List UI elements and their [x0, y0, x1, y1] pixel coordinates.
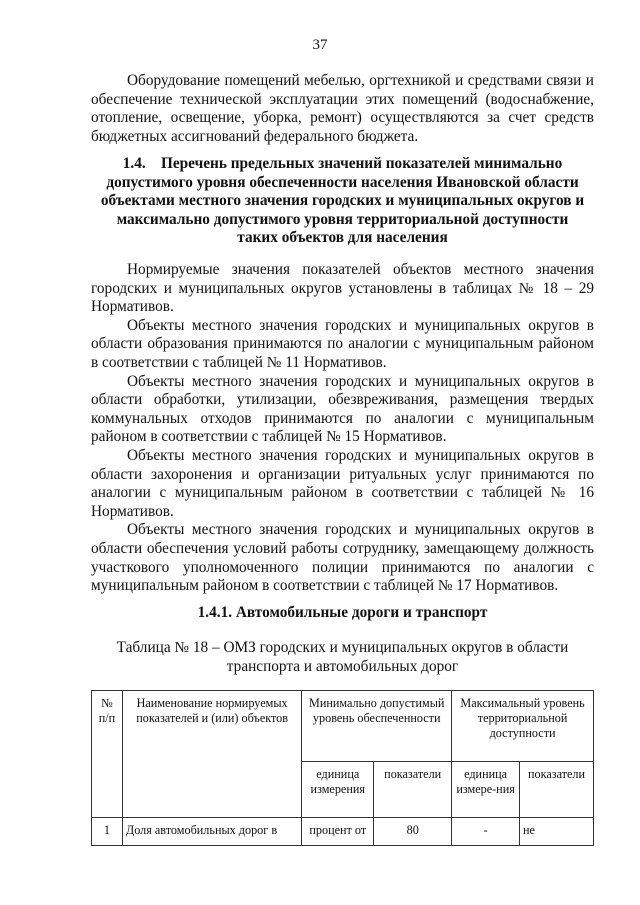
header-max-value: показатели	[520, 762, 594, 818]
section-number: 1.4.	[122, 155, 146, 172]
body-text	[91, 261, 594, 596]
paragraph: Объекты местного значения городских и муниципальных округов в области образования принимаются по аналогии с муниципальным районом в соответствии с таблицей № 11 Нормативов.	[91, 316, 594, 371]
paragraph: Объекты местного значения городских и муниципальных округов в области захоронения и организации ритуальных услуг принимаются по аналогии с муниципальным районом в соответствии с таблицей № 16 Нормативов.	[91, 446, 594, 520]
section-title: Перечень предельных значений показателей минимально допустимого уровня обеспеченности населения Ивановской области объектами местного значения городских и муниципальных округов и максимально допустимого уровня территориальной доступности таких объектов для населения	[100, 155, 585, 247]
header-name: Наименование нормируемых показателей и (или) объектов	[122, 691, 301, 818]
paragraph: Объекты местного значения городских и муниципальных округов в области обработки, утилизации, обезвреживания, размещения твердых коммунальных отходов принимаются по аналогии с муниципальным районом в соответствии с таблицей № 15 Нормативов.	[91, 372, 594, 446]
table-row	[92, 818, 594, 846]
table-header-row	[92, 691, 594, 762]
header-min-level: Минимально допустимый уровень обеспеченности	[302, 691, 452, 762]
cell-num: 1	[92, 818, 123, 846]
cell-max-value: не	[520, 818, 594, 846]
cell-name: Доля автомобильных дорог в	[122, 818, 301, 846]
subsection-title: 1.4.1. Автомобильные дороги и транспорт	[197, 604, 488, 621]
cell-max-unit: -	[452, 818, 520, 846]
header-min-unit: единица измерения	[302, 762, 374, 818]
paragraph: Нормируемые значения показателей объектов местного значения городских и муниципальных округов установлены в таблицах № 18 – 29 Нормативов.	[91, 261, 594, 316]
table-caption: Таблица № 18 – ОМЗ городских и муниципальных округов в области транспорта и автомобильных дорог	[116, 639, 569, 675]
norms-table	[91, 690, 594, 846]
section-heading	[95, 155, 590, 248]
header-max-unit: единица измере-ния	[452, 762, 520, 818]
cell-min-value: 80	[374, 818, 452, 846]
header-num: № п/п	[92, 691, 123, 818]
intro-block	[91, 72, 594, 146]
cell-min-unit: процент от	[302, 818, 374, 846]
paragraph: Объекты местного значения городских и муниципальных округов в области обеспечения условий работы сотруднику, замещающему должность участкового уполномоченного полиции принимаются по аналогии с муниципальным районом в соответствии с таблицей № 17 Нормативов.	[91, 521, 594, 595]
header-max-level: Максимальный уровень территориальной доступности	[452, 691, 594, 762]
page-number: 37	[312, 37, 328, 53]
intro-paragraph: Оборудование помещений мебелью, оргтехникой и средствами связи и обеспечение технической эксплуатации этих помещений (водоснабжение, отопление, освещение, уборка, ремонт) осуществляются за счет средств бюджетных ассигнований федерального бюджета.	[91, 72, 594, 145]
header-min-value: показатели	[374, 762, 452, 818]
